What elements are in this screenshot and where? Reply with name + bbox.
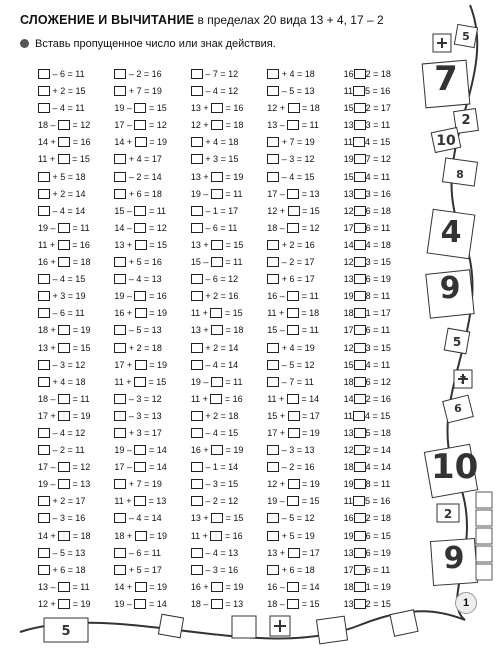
exercise-text: 19 –: [114, 598, 135, 609]
exercise-text: – 4 = 14: [202, 359, 239, 370]
exercise-text: 5 = 16: [364, 496, 391, 507]
exercise-text: 14 +: [38, 530, 59, 541]
exercise-text: 6 = 18: [365, 205, 391, 216]
exercise-text: 3 = 11: [365, 120, 391, 131]
exercise-text: 18 +: [38, 325, 59, 336]
exercise-text: 13 +: [190, 513, 212, 524]
exercise-text: = 12: [299, 222, 320, 233]
exercise-text: 4 = 11: [365, 359, 391, 370]
exercise-text: = 19: [223, 171, 244, 182]
exercise-text: 11 +: [267, 393, 287, 404]
exercise-text: 13 –: [267, 120, 288, 131]
exercise-text: – 6 = 12: [202, 274, 239, 285]
exercise-text: – 3 = 12: [279, 154, 315, 165]
exercise-text: 13 +: [190, 103, 212, 114]
decoration-digit: 10: [436, 133, 456, 149]
exercise-text: = 11: [222, 376, 243, 387]
exercise-text: = 11: [70, 393, 90, 404]
exercise-text: 15 +: [267, 410, 288, 421]
exercise-text: 15 –: [267, 325, 288, 336]
decoration-digit: 8: [456, 168, 464, 181]
exercise-text: 19: [343, 479, 354, 490]
exercise-text: 14 +: [38, 137, 59, 148]
exercise-text: 16 –: [267, 291, 288, 302]
exercise-text: – 5 = 13: [279, 86, 315, 97]
exercise-text: 11: [343, 137, 353, 148]
exercise-text: – 3 = 13: [279, 445, 315, 456]
title-main: СЛОЖЕНИЕ И ВЫЧИТАНИЕ: [20, 13, 195, 27]
exercise-text: 17: [343, 325, 354, 336]
exercise-text: – 7 = 11: [279, 376, 314, 387]
exercise-text: + 7 = 19: [126, 86, 162, 97]
exercise-text: = 18: [298, 308, 320, 319]
exercise-text: 6 = 11: [365, 325, 391, 336]
exercise-text: 2 = 16: [365, 393, 391, 404]
exercise-text: = 12: [70, 462, 91, 473]
exercise-text: 6 = 12: [365, 376, 391, 387]
exercise-text: 15 –: [114, 205, 135, 216]
exercise-text: = 14: [146, 598, 167, 609]
exercise-text: – 2 = 14: [126, 171, 162, 182]
exercise-text: 18 +: [114, 530, 135, 541]
exercise-text: 11 +: [190, 308, 211, 319]
exercise-text: = 15: [222, 308, 243, 319]
exercise-text: = 14: [146, 445, 167, 456]
exercise-text: 18 –: [267, 222, 288, 233]
exercise-text: 19 –: [190, 376, 211, 387]
exercise-text: 6 = 11: [365, 564, 391, 575]
exercise-text: 19 –: [114, 103, 135, 114]
exercise-text: – 6 = 11: [50, 308, 85, 319]
decoration-digit: 4: [440, 215, 462, 250]
exercise-text: + 6 = 18: [279, 564, 315, 575]
exercise-text: 16 +: [190, 581, 212, 592]
exercise-text: – 1 = 17: [202, 205, 239, 216]
exercise-text: 1 = 17: [365, 308, 391, 319]
exercise-text: + 5 = 17: [126, 564, 162, 575]
exercise-text: = 19: [70, 325, 91, 336]
exercise-text: = 14: [298, 393, 320, 404]
exercise-text: 5 = 18: [365, 427, 391, 438]
exercise-text: – 3 = 16: [50, 513, 86, 524]
exercise-text: 14 +: [114, 137, 135, 148]
exercise-text: 14: [343, 393, 354, 404]
exercise-text: = 12: [146, 120, 167, 131]
exercise-text: – 4 = 11: [50, 103, 85, 114]
exercise-text: = 14: [146, 462, 167, 473]
exercise-text: 16: [343, 69, 354, 79]
decoration-digit: 5: [462, 30, 470, 43]
exercise-text: 3 = 15: [365, 257, 391, 268]
exercise-text: 18: [343, 308, 354, 319]
exercise-text: 17 –: [38, 462, 59, 473]
exercise-text: 11 +: [190, 530, 211, 541]
exercise-text: + 5 = 16: [126, 257, 162, 268]
exercise-text: 13: [343, 547, 354, 558]
decoration-digit: 9: [439, 271, 461, 306]
exercise-text: = 19: [223, 445, 244, 456]
exercise-text: = 18: [223, 120, 244, 131]
exercise-text: 18 –: [190, 598, 211, 609]
exercise-text: + 5 = 18: [50, 171, 86, 182]
exercise-text: 11: [343, 86, 353, 97]
exercise-text: 14 +: [114, 581, 135, 592]
exercise-text: 3 = 16: [365, 188, 391, 199]
exercise-text: 18: [343, 581, 354, 592]
exercise-text: = 15: [69, 154, 90, 165]
exercise-text: – 5 = 12: [279, 359, 315, 370]
exercise-text: + 6 = 17: [279, 274, 315, 285]
exercise-text: 17 +: [267, 427, 288, 438]
exercise-text: + 6 = 18: [50, 564, 86, 575]
exercise-text: 11 +: [38, 154, 58, 165]
exercise-text: + 2 = 18: [126, 342, 162, 353]
exercise-text: – 3 = 15: [202, 479, 239, 490]
decoration-digit: 9: [443, 541, 465, 576]
exercise-text: – 4 = 13: [202, 547, 239, 558]
exercise-text: = 16: [69, 239, 90, 250]
exercise-text: 2 = 14: [365, 445, 391, 456]
exercise-text: 14 –: [114, 222, 135, 233]
exercise-text: – 4 = 12: [50, 427, 86, 438]
exercise-text: – 4 = 15: [202, 427, 239, 438]
exercise-text: = 15: [299, 205, 320, 216]
exercise-text: + 5 = 19: [279, 530, 315, 541]
exercise-text: 11 +: [114, 496, 135, 507]
exercise-text: 18: [343, 462, 354, 473]
exercise-text: = 11: [70, 222, 90, 233]
exercise-text: + 6 = 18: [126, 188, 162, 199]
exercise-text: = 17: [299, 547, 320, 558]
exercise-text: 13 +: [267, 547, 288, 558]
exercise-text: – 4 = 15: [279, 171, 315, 182]
exercise-text: = 11: [299, 291, 319, 302]
exercise-text: 12 +: [190, 120, 212, 131]
exercise-text: 17: [343, 564, 354, 575]
exercise-text: – 4 = 14: [126, 513, 162, 524]
exercise-text: – 3 = 13: [126, 410, 162, 421]
exercise-text: = 13: [70, 479, 91, 490]
exercise-text: – 2 = 11: [50, 445, 85, 456]
exercise-text: = 11: [222, 188, 243, 199]
exercise-text: + 7 = 19: [279, 137, 315, 148]
exercise-text: – 6 = 11: [126, 547, 162, 558]
exercise-text: 6 = 11: [365, 222, 391, 233]
exercise-text: 8 = 11: [365, 479, 391, 490]
exercise-text: 19 –: [38, 222, 59, 233]
exercise-text: = 11: [222, 257, 243, 268]
exercise-text: 16 –: [267, 581, 288, 592]
exercise-text: 19: [343, 530, 354, 541]
exercise-text: = 19: [223, 581, 244, 592]
exercise-text: = 15: [223, 239, 244, 250]
decoration-digit: 7: [459, 375, 467, 386]
exercise-text: 4 = 14: [365, 462, 391, 473]
exercise-text: + 4 = 17: [126, 154, 162, 165]
exercise-text: 2 = 15: [365, 598, 391, 609]
exercise-text: 19 –: [38, 479, 59, 490]
exercise-text: – 2 = 16: [126, 69, 162, 79]
exercise-text: = 17: [299, 410, 320, 421]
exercise-text: 19 –: [114, 445, 135, 456]
exercise-text: + 2 = 16: [202, 291, 239, 302]
exercise-text: 1 = 19: [365, 581, 391, 592]
exercise-text: 4 = 15: [364, 410, 391, 421]
exercise-text: – 5 = 13: [50, 547, 86, 558]
exercise-text: 19 –: [190, 188, 211, 199]
exercise-text: 4 = 11: [365, 171, 391, 182]
exercise-text: 4 = 15: [364, 137, 391, 148]
exercise-text: 12 +: [38, 598, 59, 609]
exercise-text: 13 +: [190, 325, 212, 336]
exercise-text: = 11: [299, 120, 319, 131]
exercise-text: = 19: [146, 581, 167, 592]
exercise-text: = 15: [223, 513, 244, 524]
exercise-text: 13: [343, 427, 354, 438]
exercise-text: 11 +: [190, 393, 211, 404]
exercise-text: = 16: [146, 291, 167, 302]
exercise-text: 18 –: [267, 598, 288, 609]
exercise-text: 5 = 16: [364, 86, 391, 97]
decoration-digit: 10: [431, 447, 479, 487]
exercise-text: 3 = 15: [365, 342, 391, 353]
exercise-text: 18: [343, 376, 354, 387]
exercise-text: = 18: [70, 257, 91, 268]
exercise-text: = 16: [223, 103, 244, 114]
exercise-text: = 13: [222, 598, 244, 609]
exercise-text: = 15: [146, 103, 167, 114]
exercise-text: + 4 = 18: [202, 137, 239, 148]
exercise-text: + 7 = 19: [126, 479, 162, 490]
exercise-text: = 16: [222, 530, 243, 541]
exercise-text: 18 –: [38, 120, 59, 131]
exercise-text: – 2 = 12: [202, 496, 239, 507]
exercise-text: 12 +: [267, 103, 288, 114]
exercise-text: 16 +: [114, 308, 135, 319]
exercise-text: = 16: [70, 137, 91, 148]
exercise-text: 17 –: [267, 188, 288, 199]
decoration-digit: 5: [61, 624, 71, 639]
exercise-text: 14: [343, 239, 354, 250]
decoration-digit: 6: [454, 402, 462, 415]
exercise-text: – 3 = 12: [50, 359, 86, 370]
exercise-text: 16 +: [190, 445, 212, 456]
exercise-text: 13 +: [38, 342, 59, 353]
decoration-digit: 5: [452, 335, 462, 349]
exercise-text: = 11: [299, 325, 319, 336]
exercise-text: + 4 = 18: [50, 376, 86, 387]
exercise-text: 6 = 19: [365, 547, 391, 558]
exercise-text: + 3 = 19: [50, 291, 86, 302]
exercise-text: 2 = 17: [365, 103, 391, 114]
exercise-text: = 18: [223, 325, 244, 336]
exercise-text: 6 = 19: [365, 274, 391, 285]
exercise-text: 19 –: [114, 291, 135, 302]
exercise-text: – 2 = 17: [279, 257, 315, 268]
exercise-text: 15: [343, 103, 354, 114]
exercise-text: 17: [343, 222, 354, 233]
exercise-text: 12 +: [267, 205, 288, 216]
exercise-text: 13: [343, 188, 354, 199]
exercise-text: = 18: [70, 530, 91, 541]
exercise-text: 12: [343, 445, 354, 456]
exercise-text: – 5 = 12: [279, 513, 315, 524]
exercise-text: – 6 = 11: [50, 69, 85, 79]
exercise-text: = 19: [146, 530, 167, 541]
exercise-text: + 2 = 15: [50, 86, 86, 97]
exercise-text: = 19: [146, 359, 167, 370]
exercise-text: + 2 = 17: [50, 496, 86, 507]
exercise-text: = 13: [146, 496, 167, 507]
exercise-text: = 19: [299, 479, 320, 490]
exercise-text: 11: [343, 410, 353, 421]
decoration-digit: 2: [443, 507, 453, 521]
instruction-text: Вставь пропущенное число или знак действия.: [35, 38, 276, 50]
exercise-text: + 3 = 15: [202, 154, 239, 165]
exercise-text: 18 –: [38, 393, 59, 404]
exercise-text: – 7 = 12: [202, 69, 239, 79]
exercise-text: = 19: [146, 308, 167, 319]
exercise-text: – 4 = 12: [202, 86, 239, 97]
exercise-text: 15: [343, 359, 354, 370]
exercise-text: 19 –: [267, 496, 288, 507]
exercise-text: 6 = 15: [365, 530, 391, 541]
exercise-text: + 2 = 16: [279, 239, 315, 250]
exercise-text: = 11: [70, 581, 90, 592]
exercise-text: 16: [343, 513, 354, 524]
exercise-text: 17 –: [114, 462, 135, 473]
exercise-text: = 13: [299, 188, 320, 199]
exercise-text: 11 +: [267, 308, 287, 319]
decoration-digit: 7: [434, 59, 458, 99]
exercise-text: 13 –: [38, 581, 59, 592]
exercise-text: 12: [343, 205, 354, 216]
exercise-text: + 2 = 14: [202, 342, 239, 353]
exercise-text: 17 +: [38, 410, 59, 421]
exercise-text: = 12: [146, 222, 167, 233]
exercise-text: = 19: [146, 137, 167, 148]
exercise-text: = 15: [299, 598, 320, 609]
exercise-text: = 15: [146, 376, 167, 387]
exercise-text: 12: [343, 342, 354, 353]
exercise-text: 12 +: [267, 479, 288, 490]
exercise-text: – 1 = 14: [202, 462, 239, 473]
exercise-text: – 2 = 16: [279, 462, 315, 473]
exercise-text: 11 +: [38, 239, 58, 250]
exercise-text: – 4 = 14: [50, 205, 86, 216]
decoration-digit: 2: [461, 113, 471, 128]
exercise-text: 15: [343, 171, 354, 182]
exercise-text: = 15: [70, 342, 91, 353]
title-sub: в пределах 20 вида 13 + 4, 17 – 2: [194, 13, 384, 27]
exercise-text: – 5 = 13: [126, 325, 162, 336]
exercise-text: 2 = 18: [365, 513, 391, 524]
exercise-text: – 4 = 15: [50, 274, 86, 285]
exercise-text: 11 +: [114, 376, 135, 387]
exercise-text: 13 +: [190, 239, 212, 250]
exercise-text: 17 –: [114, 120, 135, 131]
exercise-text: 13 +: [114, 239, 135, 250]
exercise-text: 4 = 18: [365, 239, 391, 250]
exercise-text: 13 +: [190, 171, 212, 182]
exercise-text: – 3 = 16: [202, 564, 239, 575]
exercise-text: = 19: [70, 410, 91, 421]
exercise-text: = 15: [146, 239, 167, 250]
exercise-text: = 19: [299, 427, 320, 438]
exercise-text: 17 +: [114, 359, 135, 370]
exercise-text: = 16: [222, 393, 243, 404]
exercise-text: = 14: [299, 581, 320, 592]
exercise-text: 15 –: [190, 257, 211, 268]
exercise-text: – 4 = 13: [126, 274, 162, 285]
exercise-text: 7 = 12: [365, 154, 391, 165]
page-number: 1: [455, 592, 477, 614]
exercise-text: 11: [343, 496, 353, 507]
exercise-text: + 4 = 18: [279, 69, 315, 79]
exercise-text: = 12: [70, 120, 91, 131]
exercise-text: 13: [343, 274, 354, 285]
exercise-text: 19: [343, 154, 354, 165]
exercise-text: + 2 = 18: [202, 410, 239, 421]
exercise-text: = 19: [70, 598, 91, 609]
exercise-text: = 11: [146, 205, 167, 216]
exercise-text: 2 = 18: [365, 69, 391, 79]
exercise-text: 19: [343, 291, 354, 302]
exercise-text: 13: [343, 598, 354, 609]
exercise-text: 16 +: [38, 257, 59, 268]
exercise-text: = 18: [299, 103, 320, 114]
exercise-text: = 15: [299, 496, 320, 507]
exercise-text: – 3 = 12: [126, 393, 162, 404]
exercise-text: 12: [343, 257, 354, 268]
exercise-text: 8 = 11: [365, 291, 391, 302]
exercise-text: – 6 = 11: [202, 222, 238, 233]
exercise-text: 13: [343, 120, 354, 131]
exercise-text: + 4 = 19: [279, 342, 315, 353]
exercise-text: + 3 = 17: [126, 427, 162, 438]
exercise-text: + 2 = 14: [50, 188, 86, 199]
